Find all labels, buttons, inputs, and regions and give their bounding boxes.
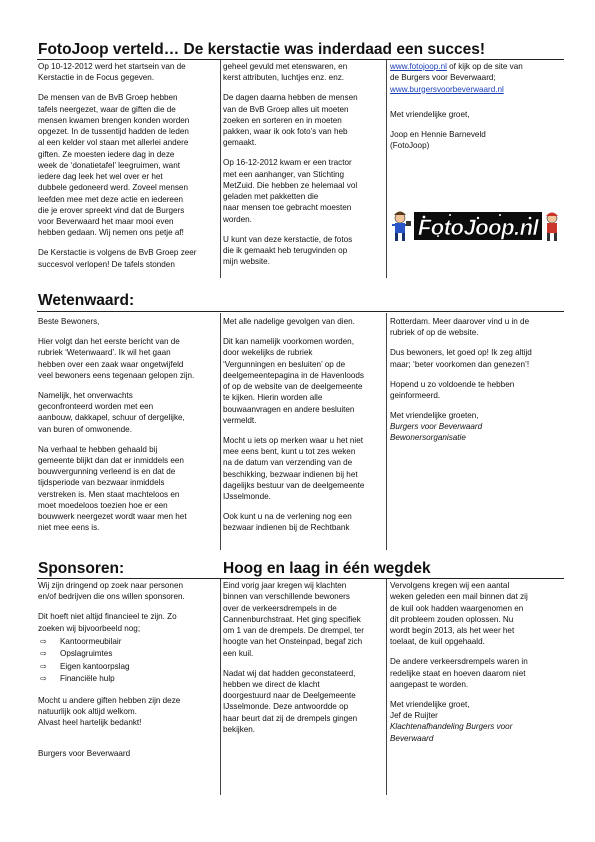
column-separator [386, 579, 387, 795]
column-separator [386, 313, 387, 550]
signature: Burgers voor Beverwaard [38, 749, 131, 759]
paragraph: Na verhaal te hebben gehaald bij gemeente blijkt dan dat er inmiddels een bouwvergunning verleend is en dat de tijdsperiode van bezwaar inmiddels verstreken is. Men staat machteloos en moet moedeloos toezien hoe er een bouwwerk neergezet wordt waar men het niet mee eens is. [38, 444, 187, 533]
logo-text: FotoJoop.nl [417, 215, 539, 240]
paragraph: Dus bewoners, let goed op! Ik zeg altijd maar; ‘beter voorkomen dan genezen’! [390, 348, 532, 369]
paragraph: Op 10-12-2012 werd het startsein van de Kerstactie in de Focus gegeven. [38, 62, 186, 83]
section2-column-1 [38, 316, 223, 542]
arrow-right-icon: ⇨ [40, 674, 47, 684]
paragraph: Dit hoeft niet altijd financieel te zijn. Zo zoeken wij bijvoorbeeld nog; [38, 612, 177, 633]
sponsor-needs-list [38, 636, 223, 686]
paragraph: Hopend u zo voldoende te hebben geinformeerd. [390, 379, 515, 400]
section1-column-3 [390, 61, 565, 160]
section-title-wetenwaard: Wetenwaard: [38, 292, 135, 309]
section-divider [37, 311, 564, 312]
list-item: ⇨ Opslagruimtes [38, 648, 223, 661]
column-separator [220, 60, 221, 278]
list-item: ⇨ Financiële hulp [38, 673, 223, 686]
signature: Klachtenafhandeling Burgers voor Beverwaard [390, 722, 513, 743]
signature: Burgers voor Beverwaard Bewonersorganisatie [390, 422, 483, 443]
section1-column-1 [38, 61, 223, 279]
signer-name: Jef de Ruijter [390, 711, 438, 721]
fotojoop-logo [390, 206, 562, 244]
column-separator [220, 313, 221, 550]
paragraph: De dagen daarna hebben de mensen van de BvB Groep alles uit moeten zoeken en sorteren en in moeten pakken, waar ik ook foto’s van heb gemaakt. [223, 93, 358, 148]
list-item: ⇨ Kantoormeubilair [38, 636, 223, 649]
paragraph: geheel gevuld met etenswaren, en kerst attributen, luchtjes enz. enz. [223, 62, 348, 83]
paragraph: Mocht u iets op merken waar u het niet mee eens bent, kunt u tot zes weken na de datum van verzending van de beschikking, bezwaar indienen bij het dagelijks bestuur van de deelgemeente IJsselmonde. [223, 435, 365, 502]
closing-greeting: Met vriendelijke groet, [390, 699, 470, 709]
list-item: ⇨ Eigen kantoorpslag [38, 661, 223, 674]
salutation: Beste Bewoners, [38, 317, 100, 326]
paragraph: Ook kunt u na de verlening nog een bezwaar indienen bij de Rechtbank [223, 512, 352, 533]
paragraph [390, 84, 565, 95]
wegdek-column-3 [390, 580, 565, 753]
paragraph: Namelijk, het onverwachts geconfronteerd worden met een aanbouw, dakkapel, schuur of dergelijke, van buren of omwonende. [38, 390, 185, 434]
sponsoren-column [38, 580, 223, 768]
paragraph: De andere verkeersdrempels waren in redelijke staat en hoeven daarom niet aangepast te worden. [390, 657, 528, 689]
section-title-hoog-en-laag: Hoog en laag in één wegdek [223, 560, 431, 577]
paragraph: Eind vorig jaar kregen wij klachten binnen van verschillende bewoners over de verkeersdrempels in de Cannenburchstraat. Het ging specifiek om 1 van de drempels. De drempel, ter hoogte van het Onsteinpad, begaf zich een kuil. [223, 581, 364, 658]
column-separator [386, 60, 387, 278]
paragraph: De mensen van de BvB Groep hebben tafels neergezet, waar de giften die de mensen kwamen brengen konden worden opgezet. In de tussentijd hadden de leden al een kelder vol staan met allerlei andere giften. Ze moesten iedere dag in deze week de ‘donatietafel’ leegruimen, want iedere dag leek het wel over er het dubbele gedoneerd werd. Zoveel mensen leefden mee met deze actie en iedereen die je erover spreekt vind dat de Burgers voor Beverwaard het maar mooi even hebben gedaan. Wij nemen ons petje af! [38, 93, 190, 238]
section-title-fotojoop: FotoJoop verteld… De kerstactie was inderdaad een succes! [38, 41, 486, 58]
bvb-website-link[interactable]: www.burgersvoorbeverwaard.nl [390, 84, 504, 94]
section-divider [37, 578, 564, 579]
column-separator [220, 579, 221, 795]
section1-column-2 [223, 61, 383, 276]
signature: Joop en Hennie Barneveld (FotoJoop) [390, 129, 486, 151]
link-followup-text: of kijk op de site van de Burgers voor Beverwaard; [390, 62, 523, 83]
wegdek-column-2 [223, 580, 383, 744]
paragraph: Wij zijn dringend op zoek naar personen en/of bedrijven die ons willen sponsoren. [38, 581, 185, 602]
paragraph: Rotterdam. Meer daarover vind u in de rubriek of op de website. [390, 317, 530, 338]
paragraph: Met alle nadelige gevolgen van dien. [223, 317, 355, 326]
paragraph: Nadat wij dat hadden geconstateerd, hebben we direct de klacht doorgestuurd naar de Deelgemeente IJsselmonde. Deze antwoordde op haar beurt dat zij de drempels gingen bekijken. [223, 668, 358, 734]
closing-greeting: Met vriendelijke groeten, [390, 410, 479, 420]
section2-column-2 [223, 316, 383, 542]
paragraph: Vervolgens kregen wij een aantal weken geleden een mail binnen dat zij de kuil ook hadden waargenomen en dit probleem zouden oplossen. Nu wordt begin 2013, als het weer het toelaat, de kuil opgehaald. [390, 581, 528, 647]
paragraph: Hier volgt dan het eerste bericht van de rubriek ‘Wetenwaard’. Ik wil het gaan hebben over een zaak waar ongetwijfeld veel bewoners eens tegenaan gelopen zijn. [38, 337, 195, 380]
fotojoop-link[interactable]: www.fotojoop.nl [390, 62, 447, 71]
paragraph: Mocht u andere giften hebben zijn deze natuurlijk ook altijd welkom. Alvast heel hartelijk bedankt! [38, 695, 181, 728]
arrow-right-icon: ⇨ [40, 636, 47, 646]
section2-column-3 [390, 316, 565, 452]
paragraph: Dit kan namelijk voorkomen worden, door wekelijks de rubriek ‘Vergunningen en besluiten’ op de deelgemeentepagina in de Havenloods of op de website van de deelgemeente te kijken. Hierin worden alle bouwaanvragen en andere besluiten vermeldt. [223, 337, 364, 425]
arrow-right-icon: ⇨ [40, 661, 47, 671]
arrow-right-icon: ⇨ [40, 649, 47, 659]
paragraph: Op 16-12-2012 kwam er een tractor met een aanhanger, van Stichting MetZuid. Die hebben ze helemaal vol geladen met pakketten die naar mensen toe gebracht moesten worden. [223, 158, 358, 224]
section-divider [37, 59, 564, 60]
section-title-sponsoren: Sponsoren: [38, 560, 125, 577]
paragraph: De Kerstactie is volgens de BvB Groep zeer succesvol verlopen! De tafels stonden [38, 248, 197, 269]
paragraph: U kunt van deze kerstactie, de fotos die ik gemaakt heb terugvinden op mijn website. [223, 234, 353, 267]
paragraph [390, 61, 565, 84]
closing-greeting: Met vriendelijke groet, [390, 109, 470, 119]
